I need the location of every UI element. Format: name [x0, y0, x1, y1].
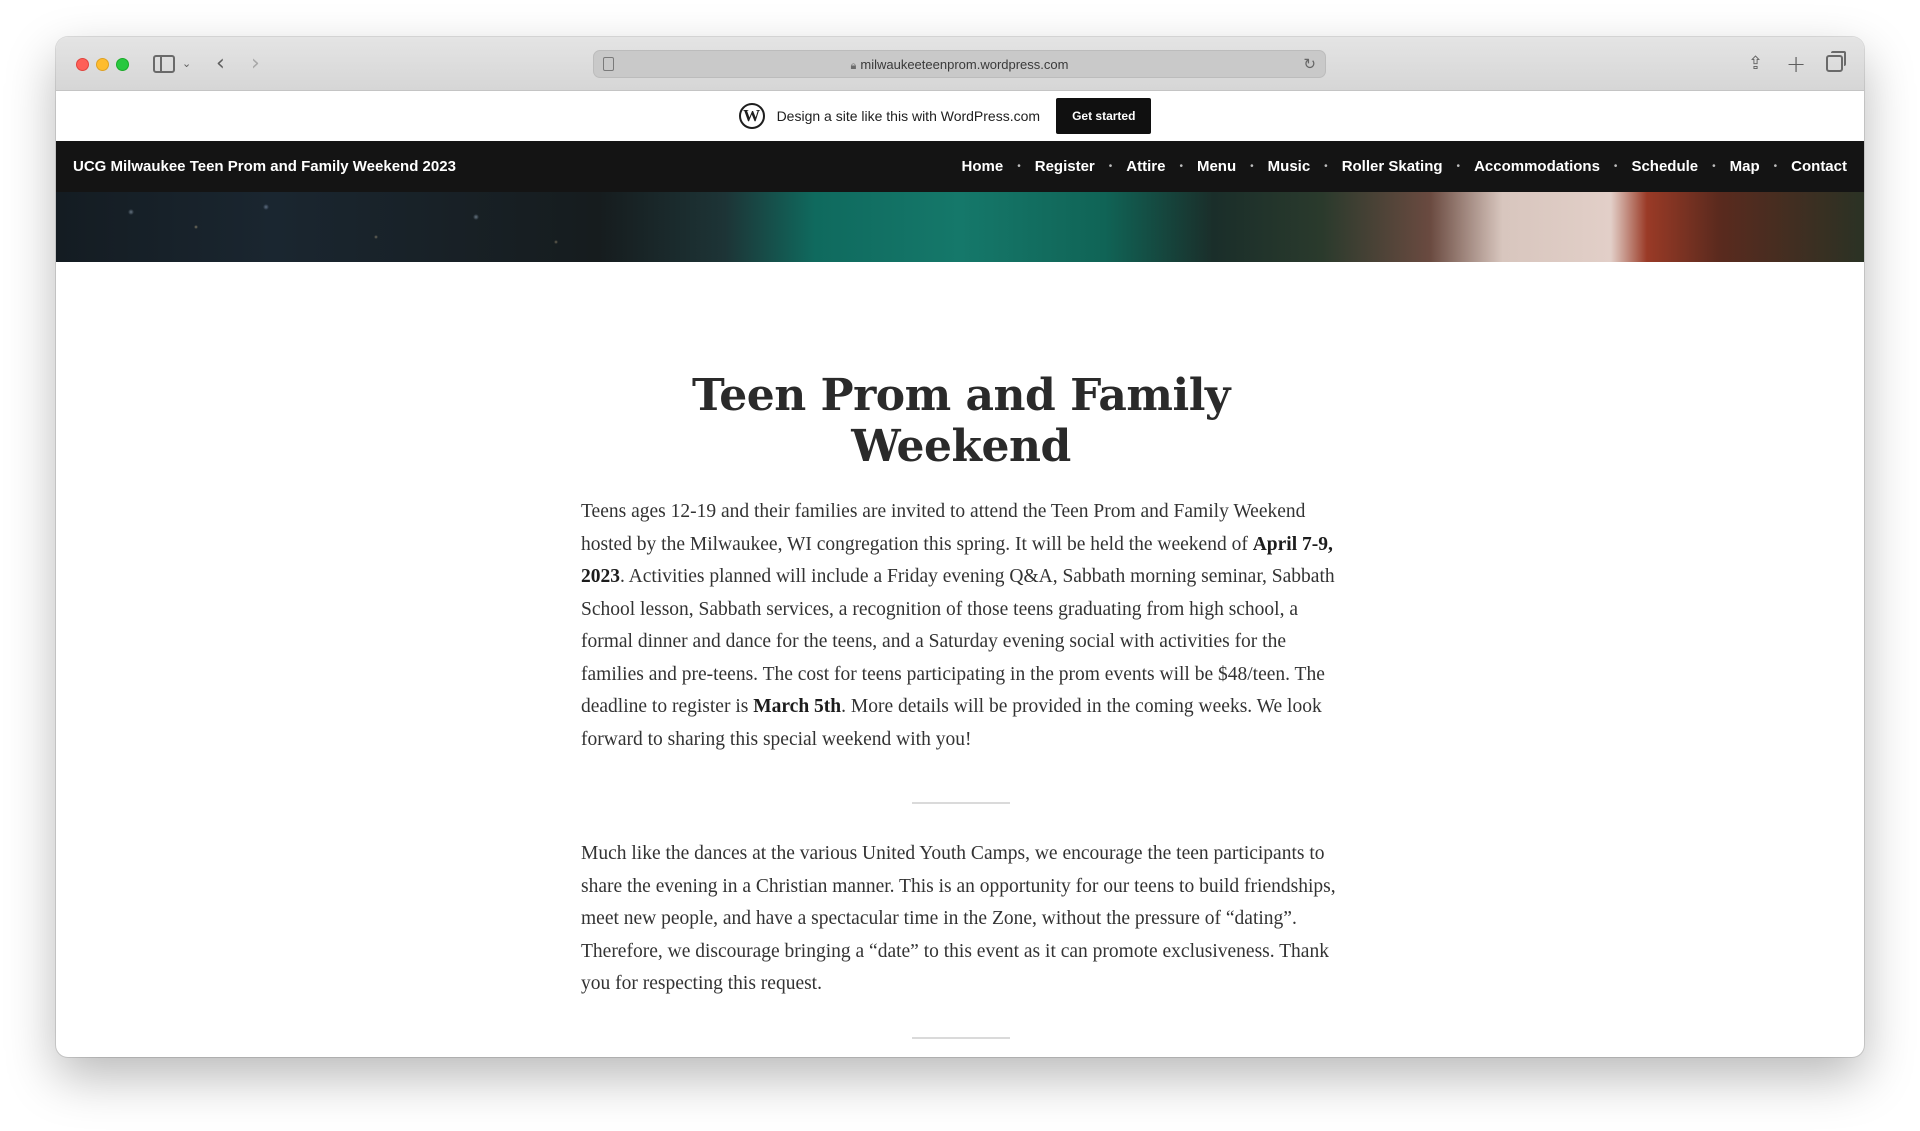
close-window-button[interactable]: [76, 58, 89, 71]
forward-arrow-icon[interactable]: ›: [251, 51, 260, 76]
intro-paragraph: [581, 496, 1341, 756]
wordpress-logo-icon[interactable]: W: [739, 103, 765, 129]
back-arrow-icon[interactable]: ‹: [216, 51, 225, 76]
browser-window: [56, 37, 1864, 1057]
zoom-window-button[interactable]: [116, 58, 129, 71]
get-started-button[interactable]: Get started: [1056, 98, 1151, 134]
reload-icon[interactable]: ↻: [1303, 55, 1316, 73]
url-text: milwaukeeteenprom.wordpress.com: [860, 57, 1069, 72]
site-title[interactable]: UCG Milwaukee Teen Prom and Family Weekend 2023: [73, 158, 456, 175]
lock-icon: 🔒︎: [850, 59, 857, 72]
separator: [912, 802, 1010, 804]
browser-toolbar: [56, 37, 1864, 91]
nav-item-roller-skating[interactable]: • Roller Skating: [1310, 158, 1442, 175]
event-dates: April 7-9, 2023: [581, 533, 1333, 587]
main-navigation: [962, 141, 1847, 192]
chevron-down-icon[interactable]: ⌄: [182, 57, 192, 70]
nav-item-attire[interactable]: • Attire: [1095, 158, 1166, 175]
tab-overview-icon[interactable]: [1826, 55, 1843, 72]
nav-item-home[interactable]: Home: [961, 158, 1004, 175]
nav-item-accommodations[interactable]: • Accommodations: [1443, 158, 1600, 175]
new-tab-icon[interactable]: +: [1786, 50, 1807, 78]
nav-item-register[interactable]: • Register: [1003, 158, 1095, 175]
wordpress-promo-banner: [56, 91, 1864, 141]
address-text-wrap: [594, 51, 1325, 79]
article: [581, 262, 1341, 1039]
page-title: Teen Prom and Family Weekend: [692, 370, 1230, 472]
nav-item-map[interactable]: • Map: [1698, 158, 1760, 175]
separator: [912, 1037, 1010, 1039]
intro-text-3: . More details will be provided in the coming weeks. We look forward to sharing this special weekend with you!: [581, 696, 1322, 750]
promo-text[interactable]: Design a site like this with WordPress.com: [776, 108, 1041, 124]
registration-deadline: March 5th: [753, 696, 842, 717]
site-header: [56, 141, 1864, 192]
intro-text-2: . Activities planned will include a Friday evening Q&A, Sabbath morning seminar, Sabbath School lesson, Sabbath services, a recognition of those teens graduating from high school, a formal dinner and dance for the teens, and a Saturday evening social with activities for the families and pre-teens. The cost for teens participating in the prom events will be $48/teen. The deadline to register is: [581, 566, 1335, 717]
intro-text-1: Teens ages 12-19 and their families are invited to attend the Teen Prom and Family Weekend hosted by the Milwaukee, WI congregation this spring. It will be held the weekend of: [581, 501, 1306, 555]
nav-item-schedule[interactable]: • Schedule: [1600, 158, 1698, 175]
conduct-paragraph: Much like the dances at the various United Youth Camps, we encourage the teen participants to share the evening in a Christian manner. This is an opportunity for our teens to build friendships, meet new people, and have a spectacular time in the Zone, without the pressure of “dating”. Therefore, we discourage bringing a “date” to this event as it can promote exclusiveness. Thank you for respecting this request.: [581, 843, 1336, 994]
address-bar[interactable]: [593, 50, 1326, 78]
sidebar-toggle-icon[interactable]: [153, 55, 175, 73]
nav-item-music[interactable]: • Music: [1236, 158, 1310, 175]
header-image: [56, 192, 1864, 262]
nav-item-contact[interactable]: • Contact: [1760, 158, 1847, 175]
nav-item-menu[interactable]: • Menu: [1165, 158, 1236, 175]
share-icon[interactable]: ⇪: [1748, 53, 1764, 74]
minimize-window-button[interactable]: [96, 58, 109, 71]
